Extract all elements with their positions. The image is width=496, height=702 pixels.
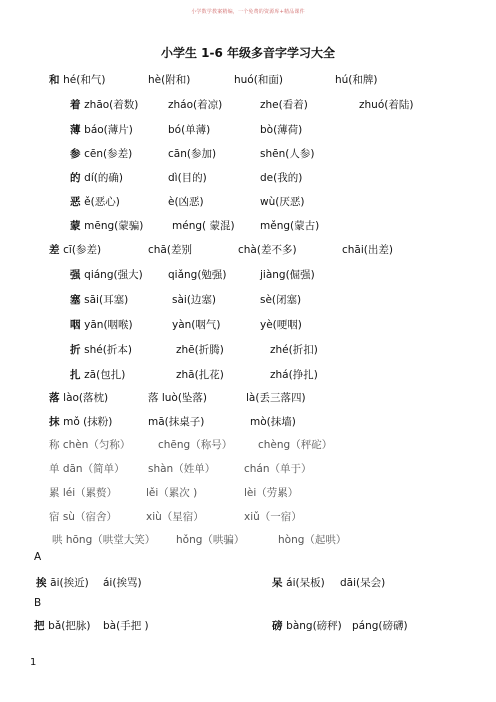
pronunciation-entry: hú(和牌) [335,74,378,86]
pronunciation-entry: xiù（星宿） [146,511,204,523]
entry-row [0,194,496,210]
pronunciation-entry: wù(厌恶) [260,196,305,208]
pronunciation-entry: 强 qiáng(强大) [70,269,143,281]
pronunciation-entry: 宿 sù（宿舍） [49,511,117,523]
entry-row [0,367,496,383]
entry-row [0,317,496,333]
pronunciation-entry: qiǎng(勉强) [168,269,227,281]
pronunciation-entry: yàn(咽气) [172,319,221,331]
headword: 落 [49,392,64,404]
headword: 挨 [36,577,51,589]
pronunciation-entry: zhuó(着陆) [359,99,414,111]
pronunciation-entry: yè(哽咽) [260,319,302,331]
pronunciation-entry: zhá(挣扎) [270,369,318,381]
headword: 蒙 [70,220,85,232]
entry-row-b [0,618,496,634]
entry-row [0,97,496,113]
pronunciation-entry: shēn(人参) [260,148,315,160]
pronunciation-entry: dāi(呆会) [340,577,386,589]
entry-row-gray [0,532,496,548]
header-note: 小学数学教案精编，一个免费的资源库+精品课件 [191,9,305,15]
entry-row-gray [0,485,496,501]
section-letter-a: A [34,551,42,563]
entry-row [0,122,496,138]
pronunciation-entry: chèng（秤砣） [258,439,333,451]
entry-row [0,390,496,406]
pronunciation-entry: jiàng(倔强) [260,269,315,281]
pronunciation-entry: mò(抹墙) [250,416,296,428]
pronunciation-entry: mā(抹桌子) [148,416,205,428]
pronunciation-entry: 单 dān（简单） [49,463,125,475]
pronunciation-entry: lěi（累次 ) [146,487,198,499]
pronunciation-entry: 参 cēn(参差) [70,148,133,160]
headword: 扎 [70,369,85,381]
headword: 呆 [272,577,287,589]
headword: 薄 [70,124,85,136]
pronunciation-entry: 把 bǎ(把脉) [34,620,91,632]
entry-row [0,267,496,283]
pronunciation-entry: 差 cī(参差) [49,244,102,256]
pronunciation-entry: zhā(扎花) [176,369,224,381]
pronunciation-entry: chán（单于） [244,463,312,475]
entry-row [0,242,496,258]
section-letter-b: B [34,597,42,609]
pronunciation-entry: 蒙 mēng(蒙骗) [70,220,144,232]
pronunciation-entry: zhé(折扣) [270,344,318,356]
pronunciation-entry: měng(蒙古) [260,220,320,232]
pronunciation-entry: 薄 báo(薄片) [70,124,133,136]
entry-row [0,218,496,234]
pronunciation-entry: chā(差别 [148,244,192,256]
pronunciation-entry: chà(差不多) [238,244,297,256]
pronunciation-entry: chēng（称号） [158,439,233,451]
pronunciation-entry: là(丢三落四) [246,392,306,404]
pronunciation-entry: 呆 ái(呆板) [272,577,325,589]
pronunciation-entry: zhe(看着) [260,99,308,111]
page-number: 1 [30,657,37,668]
entry-row [0,72,496,88]
pronunciation-entry: de(我的) [260,172,303,184]
pronunciation-entry: 抹 mǒ (抹粉) [49,416,113,428]
pronunciation-entry: ái(挨骂) [103,577,142,589]
headword: 把 [34,620,49,632]
headword: 折 [70,344,85,356]
pronunciation-entry: 塞 sāi(耳塞) [70,294,129,306]
pronunciation-entry: sè(闭塞) [260,294,302,306]
pronunciation-entry: 累 léi（累赘） [49,487,118,499]
headword: 抹 [49,416,64,428]
pronunciation-entry: 落 luò(坠落) [148,392,208,404]
pronunciation-entry: 落 lào(落枕) [49,392,109,404]
entry-row [0,414,496,430]
pronunciation-entry: zháo(着凉) [168,99,223,111]
pronunciation-entry: hè(附和) [148,74,191,86]
headword: 塞 [70,294,85,306]
pronunciation-entry: è(凶恶) [168,196,204,208]
headword: 磅 [272,620,287,632]
pronunciation-entry: bò(薄荷) [260,124,303,136]
pronunciation-entry: bà(手把 ) [103,620,149,632]
headword: 差 [49,244,64,256]
pronunciation-entry: huó(和面) [234,74,283,86]
pronunciation-entry: 折 shé(折本) [70,344,132,356]
pronunciation-entry: dì(目的) [168,172,207,184]
pronunciation-entry: hǒng（哄骗） [176,534,245,546]
headword: 参 [70,148,85,160]
headword: 咽 [70,319,85,331]
pronunciation-entry: 咽 yān(咽喉) [70,319,133,331]
headword: 强 [70,269,85,281]
headword: 着 [70,99,85,111]
pronunciation-entry: lèi（劳累） [244,487,299,499]
headword: 和 [49,74,64,86]
pronunciation-entry: zhē(折腾) [176,344,224,356]
pronunciation-entry: 扎 zā(包扎) [70,369,126,381]
pronunciation-entry: bó(单薄) [168,124,211,136]
pronunciation-entry: páng(磅礴) [352,620,408,632]
pronunciation-entry: 磅 bàng(磅秤) [272,620,342,632]
pronunciation-entry: 挨 āi(挨近) [36,577,89,589]
entry-row [0,292,496,308]
pronunciation-entry: 的 dí(的确) [70,172,123,184]
entry-row-gray [0,509,496,525]
page-title: 小学生 1-6 年级多音字学习大全 [160,46,336,60]
headword: 恶 [70,196,85,208]
entry-row-a [0,575,496,591]
pronunciation-entry: 着 zhāo(着数) [70,99,139,111]
pronunciation-entry: 和 hé(和气) [49,74,106,86]
entry-row [0,146,496,162]
headword: 的 [70,172,85,184]
pronunciation-entry: 恶 ě(恶心) [70,196,120,208]
entry-row [0,342,496,358]
pronunciation-entry: cān(参加) [168,148,217,160]
pronunciation-entry: hòng（起哄） [278,534,347,546]
pronunciation-entry: sài(边塞) [172,294,217,306]
entry-row [0,170,496,186]
entry-row-gray [0,437,496,453]
pronunciation-entry: 哄 hōng（哄堂大笑） [52,534,156,546]
pronunciation-entry: chāi(出差) [342,244,393,256]
pronunciation-entry: shàn（姓单） [148,463,216,475]
pronunciation-entry: xiǔ（一宿） [244,511,302,523]
entry-row-gray [0,461,496,477]
pronunciation-entry: 称 chèn（匀称） [49,439,131,451]
pronunciation-entry: méng( 蒙混) [172,220,235,232]
